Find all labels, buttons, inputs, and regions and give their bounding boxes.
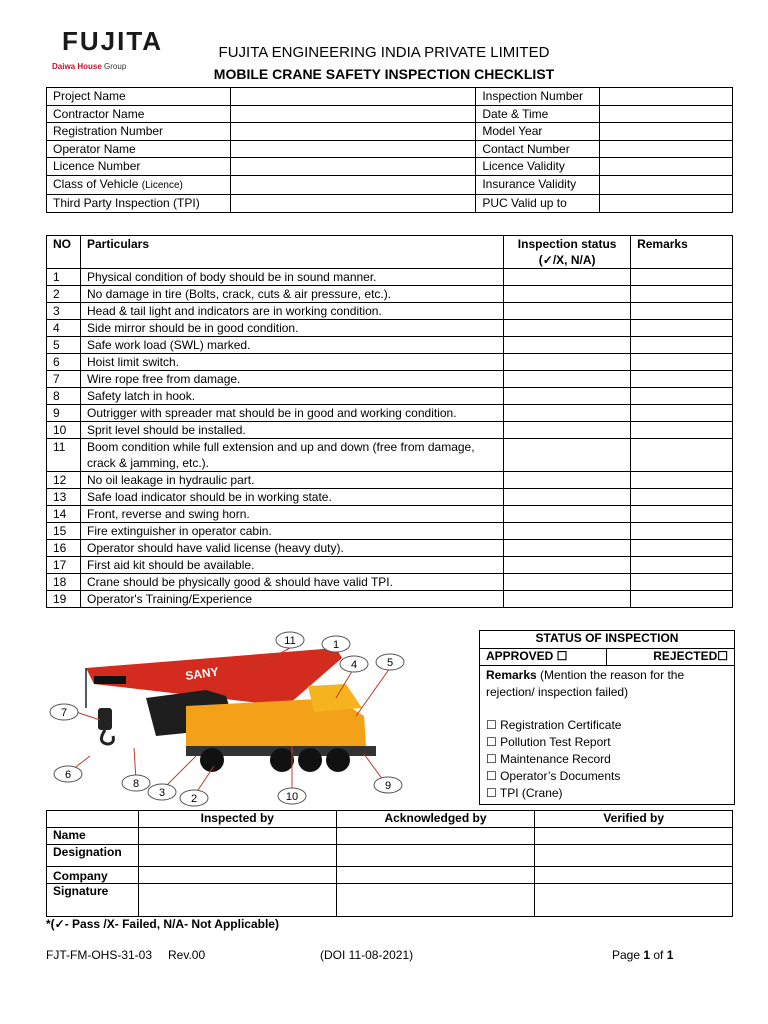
checklist-row — [47, 591, 733, 608]
item-number: 8 — [47, 388, 81, 405]
item-remarks-field[interactable] — [631, 439, 733, 472]
item-remarks-field[interactable] — [631, 286, 733, 303]
item-remarks-field[interactable] — [631, 320, 733, 337]
item-status-field[interactable] — [504, 303, 631, 320]
item-remarks-field[interactable] — [631, 269, 733, 286]
callout-3 — [148, 784, 176, 800]
doc-registration-certificate[interactable]: ☐ Registration Certificate — [486, 718, 622, 732]
item-number: 7 — [47, 371, 81, 388]
remarks-line-2: rejection/ inspection failed) — [486, 685, 629, 699]
row-name: Name — [47, 828, 139, 845]
company-name: FUJITA ENGINEERING INDIA PRIVATE LIMITED — [218, 44, 550, 61]
info-label: Operator Name — [47, 140, 231, 158]
checklist-row — [47, 523, 733, 540]
page-prefix: Page — [612, 948, 644, 962]
name-inspected[interactable] — [138, 828, 336, 845]
status-header-line1: Inspection status — [517, 237, 617, 251]
item-particulars: Wire rope free from damage. — [80, 371, 503, 388]
item-status-field[interactable] — [504, 405, 631, 422]
info-table — [46, 87, 733, 213]
info-label: Date & Time — [476, 105, 600, 123]
info-value-field[interactable] — [230, 195, 476, 213]
info-value-field[interactable] — [600, 158, 733, 176]
item-remarks-field[interactable] — [631, 472, 733, 489]
svg-text:7: 7 — [60, 707, 68, 719]
callout-4 — [340, 656, 368, 672]
item-number: 11 — [47, 439, 81, 472]
callout-2 — [180, 790, 208, 806]
svg-text:8: 8 — [132, 778, 140, 790]
info-row — [47, 158, 733, 176]
date-of-issue: (DOI 11-08-2021) — [320, 948, 414, 962]
checklist-row — [47, 354, 733, 371]
company-logo: FUJITA — [62, 26, 164, 56]
callout-9 — [374, 777, 402, 793]
company-acknowledged[interactable] — [336, 867, 535, 884]
item-remarks-field[interactable] — [631, 354, 733, 371]
info-label: PUC Valid up to — [476, 195, 600, 213]
item-particulars: Safe work load (SWL) marked. — [80, 337, 503, 354]
col-inspection-status — [504, 236, 631, 269]
item-status-field[interactable] — [504, 489, 631, 506]
item-remarks-field[interactable] — [631, 388, 733, 405]
info-value-field[interactable] — [600, 105, 733, 123]
hook — [101, 730, 113, 744]
item-status-field[interactable] — [504, 439, 631, 472]
info-value-field[interactable] — [230, 123, 476, 141]
checklist-row — [47, 337, 733, 354]
boom-tip — [94, 676, 126, 684]
info-value-field[interactable] — [230, 105, 476, 123]
company-verified[interactable] — [535, 867, 733, 884]
info-value-field[interactable] — [600, 140, 733, 158]
signature-verified[interactable] — [535, 884, 733, 917]
item-particulars: First aid kit should be available. — [80, 557, 503, 574]
item-number: 6 — [47, 354, 81, 371]
checklist-row — [47, 371, 733, 388]
item-remarks-field[interactable] — [631, 422, 733, 439]
item-remarks-field[interactable] — [631, 303, 733, 320]
info-value-field[interactable] — [230, 140, 476, 158]
row-company: Company — [47, 867, 139, 884]
status-of-inspection — [479, 630, 735, 805]
item-particulars: Front, reverse and swing horn. — [80, 506, 503, 523]
wheel — [326, 748, 350, 772]
checklist-row — [47, 574, 733, 591]
callout-1 — [322, 636, 350, 652]
info-value-field[interactable] — [230, 158, 476, 176]
item-number: 4 — [47, 320, 81, 337]
info-value-field[interactable] — [600, 123, 733, 141]
item-number: 14 — [47, 506, 81, 523]
callout-10 — [278, 788, 306, 804]
row-designation: Designation — [47, 845, 139, 867]
item-remarks-field[interactable] — [631, 371, 733, 388]
info-row — [47, 123, 733, 141]
checklist-row — [47, 540, 733, 557]
item-number: 10 — [47, 422, 81, 439]
form-number: FJT-FM-OHS-31-03 — [46, 948, 153, 962]
approved-checkbox[interactable]: APPROVED ☐ — [480, 649, 607, 666]
doc-pollution-test-report[interactable]: ☐ Pollution Test Report — [486, 735, 611, 749]
checklist-row — [47, 286, 733, 303]
checklist-row — [47, 320, 733, 337]
item-status-field[interactable] — [504, 540, 631, 557]
signoff-corner — [47, 811, 139, 828]
crane-cab — [308, 684, 362, 712]
item-status-field[interactable] — [504, 320, 631, 337]
info-value-field[interactable] — [600, 195, 733, 213]
designation-verified[interactable] — [535, 845, 733, 867]
checklist-row — [47, 269, 733, 286]
item-remarks-field[interactable] — [631, 540, 733, 557]
designation-inspected[interactable] — [138, 845, 336, 867]
item-number: 2 — [47, 286, 81, 303]
page-of: of — [650, 948, 667, 962]
item-particulars: Outrigger with spreader mat should be in good and working condition. — [80, 405, 503, 422]
info-row — [47, 140, 733, 158]
page-current: 1 — [643, 948, 651, 962]
crane-illustration — [46, 628, 426, 808]
checklist-table — [46, 235, 733, 608]
rejected-checkbox[interactable]: REJECTED☐ — [607, 649, 735, 666]
info-label: Model Year — [476, 123, 600, 141]
svg-text:6: 6 — [64, 769, 72, 781]
item-particulars: Sprit level should be installed. — [80, 422, 503, 439]
item-remarks-field[interactable] — [631, 574, 733, 591]
remarks-label: Remarks — [486, 668, 537, 682]
item-particulars: Operator's Training/Experience — [80, 591, 503, 608]
item-number: 19 — [47, 591, 81, 608]
info-label: Class of Vehicle (Licence) — [47, 175, 231, 195]
status-title: STATUS OF INSPECTION — [480, 631, 735, 649]
checklist-row — [47, 439, 733, 472]
item-number: 18 — [47, 574, 81, 591]
doc-tpi-crane[interactable]: ☐ TPI (Crane) — [486, 786, 563, 800]
callout-11 — [276, 632, 304, 648]
info-label-suffix: (Licence) — [141, 179, 183, 191]
page-total: 1 — [666, 948, 674, 962]
checklist-row — [47, 489, 733, 506]
item-status-field[interactable] — [504, 506, 631, 523]
item-number: 9 — [47, 405, 81, 422]
name-verified[interactable] — [535, 828, 733, 845]
col-remarks: Remarks — [631, 236, 733, 269]
info-label: Registration Number — [47, 123, 231, 141]
item-particulars: Side mirror should be in good condition. — [80, 320, 503, 337]
item-status-field[interactable] — [504, 269, 631, 286]
item-remarks-field[interactable] — [631, 557, 733, 574]
info-label: Licence Validity — [476, 158, 600, 176]
info-value-field[interactable] — [230, 88, 476, 106]
info-label: Inspection Number — [476, 88, 600, 106]
item-number: 3 — [47, 303, 81, 320]
item-remarks-field[interactable] — [631, 523, 733, 540]
signoff-table — [46, 810, 733, 917]
item-remarks-field[interactable] — [631, 506, 733, 523]
wheel — [270, 748, 294, 772]
svg-text:4: 4 — [350, 659, 358, 671]
item-particulars: Boom condition while full extension and up and down (free from damage, crack & jamming, etc.). — [80, 439, 503, 472]
row-signature: Signature — [47, 884, 139, 917]
checklist-row — [47, 303, 733, 320]
wheel — [298, 748, 322, 772]
status-remarks — [480, 666, 735, 805]
svg-text:1: 1 — [332, 639, 340, 651]
remarks-line-1 — [486, 667, 728, 684]
hook-block — [98, 708, 112, 730]
logo-sub-group: Group — [104, 62, 127, 71]
callout-6 — [54, 766, 82, 782]
item-status-field[interactable] — [504, 388, 631, 405]
info-label: Licence Number — [47, 158, 231, 176]
designation-acknowledged[interactable] — [336, 845, 535, 867]
col-no: NO — [47, 236, 81, 269]
info-row — [47, 175, 733, 195]
item-number: 1 — [47, 269, 81, 286]
checklist-row — [47, 388, 733, 405]
boom-brand-text: SANY — [184, 664, 220, 683]
svg-text:9: 9 — [384, 780, 392, 792]
checklist-row — [47, 472, 733, 489]
item-status-field[interactable] — [504, 337, 631, 354]
info-row — [47, 195, 733, 213]
info-row — [47, 88, 733, 106]
info-label: Third Party Inspection (TPI) — [47, 195, 231, 213]
col-particulars: Particulars — [80, 236, 503, 269]
item-status-field[interactable] — [504, 422, 631, 439]
checklist-row — [47, 405, 733, 422]
item-number: 12 — [47, 472, 81, 489]
col-verified-by: Verified by — [535, 811, 733, 828]
col-acknowledged-by: Acknowledged by — [336, 811, 535, 828]
item-number: 13 — [47, 489, 81, 506]
remarks-text-1: (Mention the reason for the — [536, 668, 685, 682]
callout-5 — [376, 654, 404, 670]
item-status-field[interactable] — [504, 286, 631, 303]
item-particulars: Safe load indicator should be in working state. — [80, 489, 503, 506]
legend: *(✓- Pass /X- Failed, N/A- Not Applicable) — [46, 917, 279, 931]
item-status-field[interactable] — [504, 557, 631, 574]
item-number: 15 — [47, 523, 81, 540]
logo-sub-brand: Daiwa House — [52, 62, 102, 71]
item-particulars: Safety latch in hook. — [80, 388, 503, 405]
checklist-row — [47, 422, 733, 439]
info-value-field[interactable] — [230, 175, 476, 195]
signature-inspected[interactable] — [138, 884, 336, 917]
svg-text:3: 3 — [158, 787, 166, 799]
svg-text:2: 2 — [190, 793, 198, 805]
item-status-field[interactable] — [504, 591, 631, 608]
info-label: Contractor Name — [47, 105, 231, 123]
item-remarks-field[interactable] — [631, 337, 733, 354]
item-particulars: Physical condition of body should be in sound manner. — [80, 269, 503, 286]
info-label: Contact Number — [476, 140, 600, 158]
item-number: 16 — [47, 540, 81, 557]
info-row — [47, 105, 733, 123]
item-status-field[interactable] — [504, 574, 631, 591]
doc-maintenance-record[interactable]: ☐ Maintenance Record — [486, 752, 611, 766]
svg-text:11: 11 — [284, 635, 296, 647]
svg-text:5: 5 — [386, 657, 394, 669]
item-particulars: Fire extinguisher in operator cabin. — [80, 523, 503, 540]
svg-text:10: 10 — [285, 791, 299, 803]
item-particulars: Head & tail light and indicators are in working condition. — [80, 303, 503, 320]
item-remarks-field[interactable] — [631, 405, 733, 422]
item-number: 5 — [47, 337, 81, 354]
item-particulars: Hoist limit switch. — [80, 354, 503, 371]
item-particulars: Crane should be physically good & should have valid TPI. — [80, 574, 503, 591]
item-remarks-field[interactable] — [631, 591, 733, 608]
signature-acknowledged[interactable] — [336, 884, 535, 917]
col-inspected-by: Inspected by — [138, 811, 336, 828]
document-title: MOBILE CRANE SAFETY INSPECTION CHECKLIST — [213, 66, 555, 82]
company-inspected[interactable] — [138, 867, 336, 884]
item-remarks-field[interactable] — [631, 489, 733, 506]
name-acknowledged[interactable] — [336, 828, 535, 845]
item-particulars: No damage in tire (Bolts, crack, cuts & air pressure, etc.). — [80, 286, 503, 303]
item-number: 17 — [47, 557, 81, 574]
callout-8 — [122, 775, 150, 791]
item-status-field[interactable] — [504, 523, 631, 540]
item-particulars: Operator should have valid license (heavy duty). — [80, 540, 503, 557]
revision: Rev.00 — [168, 948, 206, 962]
callout-7 — [50, 704, 78, 720]
status-header-line2: (✓/X, N/A) — [538, 253, 596, 267]
info-label: Insurance Validity — [476, 175, 600, 195]
info-label: Project Name — [47, 88, 231, 106]
info-value-field[interactable] — [600, 175, 733, 195]
item-particulars: No oil leakage in hydraulic part. — [80, 472, 503, 489]
item-status-field[interactable] — [504, 354, 631, 371]
item-status-field[interactable] — [504, 472, 631, 489]
info-value-field[interactable] — [600, 88, 733, 106]
item-status-field[interactable] — [504, 371, 631, 388]
doc-operators-documents[interactable]: ☐ Operator’s Documents — [486, 769, 621, 783]
page-number — [612, 948, 673, 962]
checklist-row — [47, 557, 733, 574]
checklist-row — [47, 506, 733, 523]
